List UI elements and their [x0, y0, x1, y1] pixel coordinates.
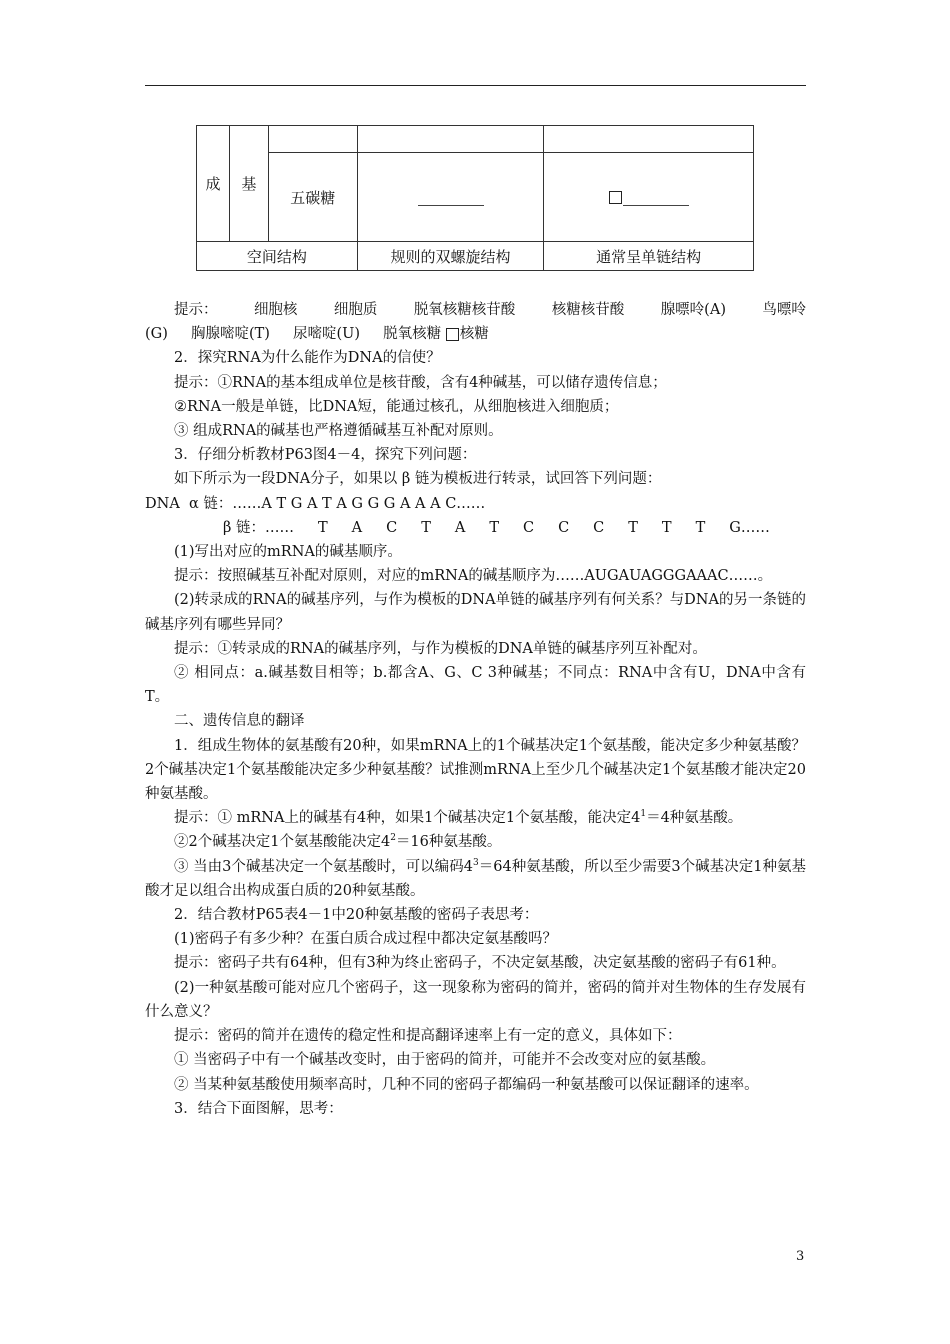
- hint-line-1: 提示： 细胞核 细胞质 脱氧核糖核苷酸 核糖核苷酸 腺嘌呤(A) 鸟嘌呤: [174, 302, 806, 318]
- s2-q2-sub-2-hint-1: ① 当密码子中有一个碱基改变时，由于密码的简并，可能并不会改变对应的氨基酸。: [174, 1052, 716, 1069]
- table-cell-ji: 基: [229, 126, 268, 242]
- header-rule: [145, 85, 806, 86]
- question-2: 2．探究RNA为什么能作为DNA的信使？: [174, 350, 441, 367]
- q2-hint-3: ③ 组成RNA的碱基也严格遵循碱基互补配对原则。: [174, 423, 503, 440]
- square-icon: [446, 328, 459, 341]
- q3-sub-1-hint: 提示：按照碱基互补配对原则，对应的mRNA的碱基顺序为……AUGAUAGGGAAAC……。: [174, 568, 773, 585]
- table-cell-dna-structure: 规则的双螺旋结构: [357, 242, 544, 271]
- hint-line-2: (G) 胸腺嘧啶(T) 尿嘧啶(U) 脱氧核糖 核糖: [145, 326, 489, 343]
- dna-beta-chain: β 链：…… T A C T A T C C C T T T G……: [223, 519, 770, 536]
- question-3: 3．仔细分析教材P63图4－4，探究下列问题：: [174, 447, 477, 464]
- comparison-table: [196, 125, 754, 271]
- s2-question-2: 2．结合教材P65表4－1中20种氨基酸的密码子表思考：: [174, 907, 539, 924]
- table-cell-empty: [357, 126, 544, 153]
- q2-hint-1: 提示：①RNA的基本组成单位是核苷酸，含有4种碱基，可以储存遗传信息；: [174, 374, 667, 391]
- s2-q2-sub-2-hint: 提示：密码的简并在遗传的稳定性和提高翻译速率上有一定的意义，具体如下：: [174, 1028, 682, 1045]
- s2-q2-sub-2: (2)一种氨基酸可能对应几个密码子，这一现象称为密码的简并，密码的简并对生物体的生存发展有什么意义？: [145, 979, 806, 1020]
- body-text: [145, 298, 806, 1121]
- q3-sub-2: (2)转录成的RNA的碱基序列，与作为模板的DNA单链的碱基序列有何关系？与DNA的另一条链的碱基序列有哪些异同？: [145, 592, 806, 633]
- table-cell-rna-blank: [544, 153, 754, 242]
- q2-hint-2: ②RNA一般是单链，比DNA短，能通过核孔，从细胞核进入细胞质；: [174, 398, 619, 415]
- dna-alpha-chain: DNA α 链：……A T G A T A G G G A A A C……: [145, 495, 486, 512]
- s2-hint-3: ③ 当由3个碱基决定一个氨基酸时，可以编码$4^3=64$种氨基酸，所以至少需要3个碱基决定1种氨基酸才足以组合出构成蛋白质的20种氨基酸。: [145, 857, 807, 899]
- table-cell-dna-blank: [357, 153, 544, 242]
- s2-question-3: 3．结合下面图解，思考：: [174, 1100, 343, 1117]
- table-cell-cheng: 成: [197, 126, 230, 242]
- table-row: [197, 153, 754, 242]
- table-row: [197, 126, 754, 153]
- square-icon: [609, 191, 622, 204]
- q3-sub-2-hint-1: 提示：①转录成的RNA的碱基序列，与作为模板的DNA单链的碱基序列互补配对。: [174, 640, 707, 657]
- s2-q2-sub-2-hint-2: ② 当某种氨基酸使用频率高时，几种不同的密码子都编码一种氨基酸可以保证翻译的速率。: [174, 1076, 759, 1093]
- s2-q2-sub-1-hint: 提示：密码子共有64种，但有3种为终止密码子，不决定氨基酸，决定氨基酸的密码子有61种。: [174, 955, 786, 972]
- s2-question-1: 1．组成生物体的氨基酸有20种，如果mRNA上的1个碱基决定1个氨基酸，能决定多少种氨基酸？2个碱基决定1个氨基酸能决定多少种氨基酸？试推测mRNA上至少几个碱基决定1个氨基酸才能决定20种氨基酸。: [145, 737, 806, 803]
- s2-hint-2: ②2个碱基决定1个氨基酸能决定$4^2=16$种氨基酸。: [174, 833, 502, 851]
- s2-q2-sub-1: (1)密码子有多少种？在蛋白质合成过程中都决定氨基酸吗？: [174, 931, 558, 948]
- fill-blank: [623, 189, 689, 206]
- table-row: [197, 242, 754, 271]
- section-2-title: 二、遗传信息的翻译: [174, 713, 305, 730]
- table-cell-five-carbon-sugar: 五碳糖: [268, 153, 357, 242]
- table-cell-empty: [544, 126, 754, 153]
- fill-blank: [418, 189, 484, 206]
- q3-sub-1: (1)写出对应的mRNA的碱基顺序。: [174, 544, 402, 561]
- q3-sub-2-hint-2: ② 相同点：a.碱基数目相等；b.都含A、G、C 3种碱基；不同点：RNA中含有U，DNA中含有T。: [145, 665, 806, 706]
- page-number: 3: [796, 1249, 805, 1264]
- table-cell-empty: [268, 126, 357, 153]
- table-cell-structure-label: 空间结构: [197, 242, 358, 271]
- table-cell-rna-structure: 通常呈单链结构: [544, 242, 754, 271]
- q3-intro: 如下所示为一段DNA分子，如果以 β 链为模板进行转录，试回答下列问题：: [174, 471, 662, 488]
- s2-hint-1: 提示：① mRNA上的碱基有4种，如果1个碱基决定1个氨基酸，能决定$4^1=4$种氨基酸。: [174, 809, 743, 827]
